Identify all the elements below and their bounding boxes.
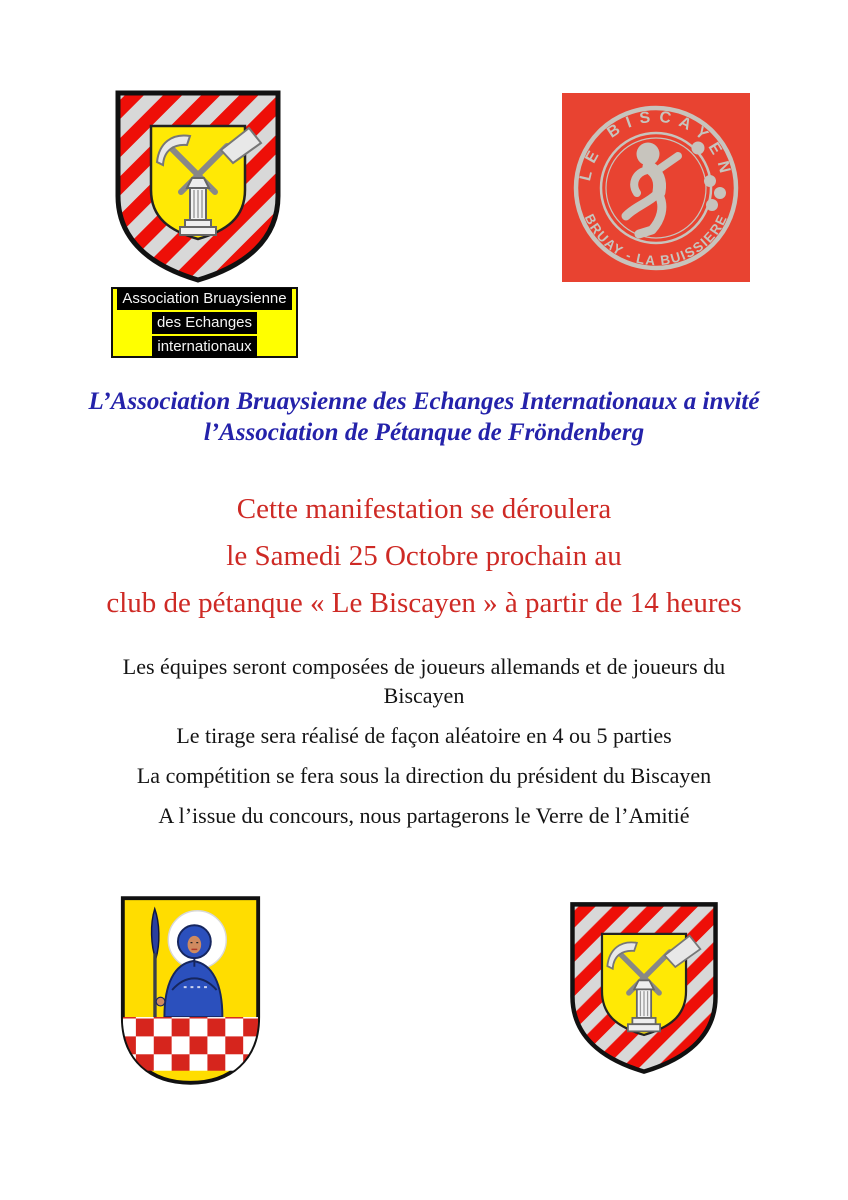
bruay-coat-of-arms xyxy=(568,893,720,1083)
event-details xyxy=(94,652,754,841)
invitation-heading xyxy=(0,386,848,448)
association-label-line1: Association Bruaysienne xyxy=(117,288,291,310)
detail-paragraph: Le tirage sera réalisé de façon aléatoire en 4 ou 5 parties xyxy=(176,723,672,748)
announcement-line2: le Samedi 25 Octobre prochain au xyxy=(226,540,622,572)
invitation-line1: L’Association Bruaysienne des Echanges Internationaux a invité xyxy=(88,388,760,415)
biscayen-logo-top-text: LE BISCAYEN xyxy=(577,108,736,183)
froendenberg-coat-of-arms xyxy=(118,893,263,1087)
association-label xyxy=(111,287,298,358)
detail-paragraph: Les équipes seront composées de joueurs allemands et de joueurs du Biscayen xyxy=(122,654,726,708)
detail-paragraph: La compétition se fera sous la direction du président du Biscayen xyxy=(136,763,712,788)
biscayen-logo-bottom-text: BRUAY - LA BUISSIERE xyxy=(581,211,731,269)
invitation-line2: l’Association de Pétanque de Fröndenberg xyxy=(203,419,645,446)
association-label-line2: des Echanges xyxy=(152,312,257,334)
detail-paragraph: A l’issue du concours, nous partagerons le Verre de l’Amitié xyxy=(158,803,690,828)
announcement-line1: Cette manifestation se déroulera xyxy=(236,493,612,525)
bruay-coat-of-arms xyxy=(113,88,283,285)
announcement-line3: club de pétanque « Le Biscayen » à partir de 14 heures xyxy=(106,587,742,619)
association-label-line3: internationaux xyxy=(152,336,256,358)
biscayen-club-logo xyxy=(562,93,750,282)
event-announcement xyxy=(0,486,848,627)
